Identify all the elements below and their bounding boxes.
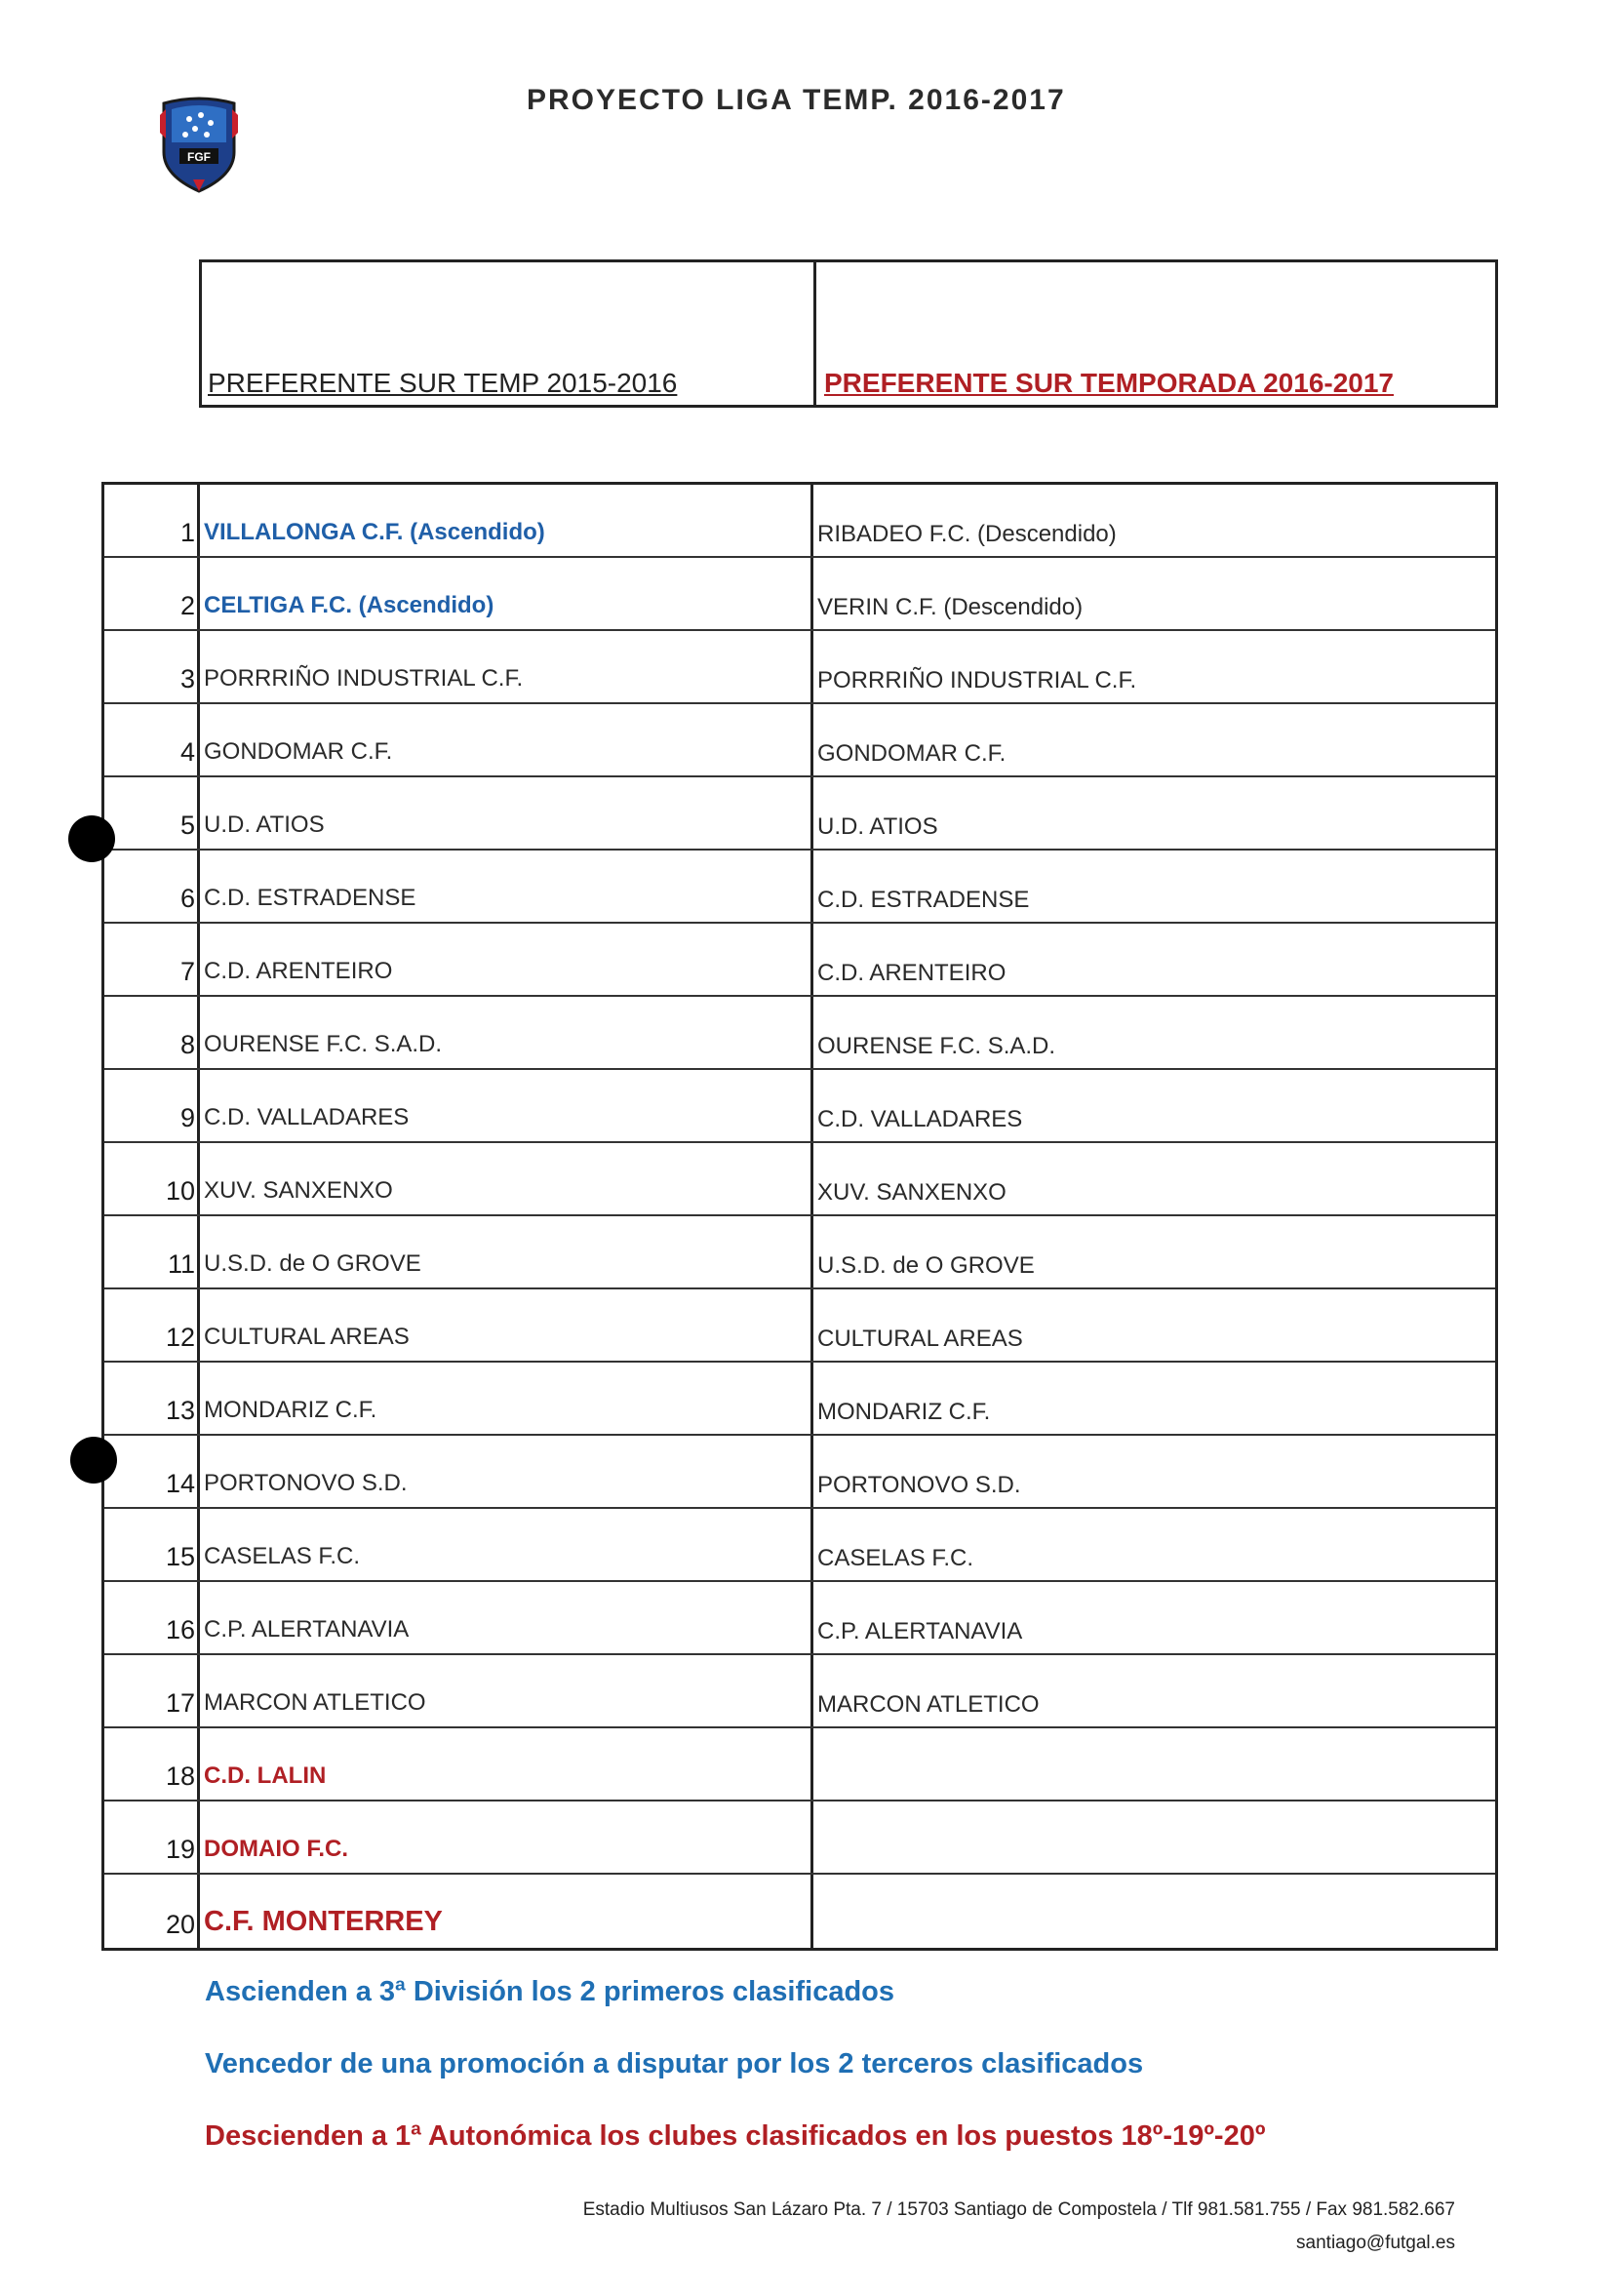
row-number: 10: [104, 1143, 200, 1214]
team-2016-2017: GONDOMAR C.F.: [817, 740, 1007, 767]
team-2016-2017: OURENSE F.C. S.A.D.: [817, 1033, 1056, 1059]
team-2016-2017: U.D. ATIOS: [817, 813, 938, 840]
row-number: 15: [104, 1509, 200, 1580]
team-2015-2016: C.D. ARENTEIRO: [200, 924, 813, 995]
logo-text: FGF: [187, 150, 211, 164]
row-number: 14: [104, 1436, 200, 1507]
punch-hole: [70, 1437, 117, 1484]
footer-email: santiago@futgal.es: [1296, 2233, 1455, 2253]
team-2015-2016: U.S.D. de O GROVE: [200, 1216, 813, 1287]
row-number: 17: [104, 1655, 200, 1726]
column-header-2016-2017: PREFERENTE SUR TEMPORADA 2016-2017: [824, 368, 1395, 398]
table-row: [104, 1070, 1495, 1143]
table-row: [104, 1363, 1495, 1436]
team-2016-2017: CULTURAL AREAS: [817, 1326, 1023, 1352]
table-row: [104, 631, 1495, 704]
team-2016-2017: PORRRIÑO INDUSTRIAL C.F.: [817, 667, 1137, 693]
team-2015-2016: DOMAIO F.C.: [200, 1801, 813, 1873]
note-ascend: Ascienden a 3ª División los 2 primeros clasificados: [205, 1976, 895, 2007]
team-2015-2016: C.D. VALLADARES: [200, 1070, 813, 1141]
row-number: 11: [104, 1216, 200, 1287]
table-row: [104, 704, 1495, 777]
row-number: 8: [104, 997, 200, 1068]
team-2015-2016: C.D. ESTRADENSE: [200, 851, 813, 922]
table-row: [104, 1655, 1495, 1728]
table-row: [104, 997, 1495, 1070]
header-divider: [813, 262, 816, 405]
row-number: 3: [104, 631, 200, 702]
footer-address: Estadio Multiusos San Lázaro Pta. 7 / 15703 Santiago de Compostela / Tlf 981.581.755 / Fax 981.582.667: [582, 2199, 1455, 2220]
team-2016-2017: VERIN C.F. (Descendido): [817, 594, 1084, 620]
team-2016-2017: PORTONOVO S.D.: [817, 1472, 1021, 1498]
team-2015-2016: CELTIGA F.C. (Ascendido): [200, 558, 813, 629]
row-number: 6: [104, 851, 200, 922]
team-2016-2017: [813, 1875, 1495, 1948]
team-2016-2017: C.D. VALLADARES: [817, 1106, 1023, 1132]
league-table: [101, 482, 1498, 1951]
table-row: [104, 558, 1495, 631]
table-row: [104, 1216, 1495, 1289]
table-row: [104, 1582, 1495, 1655]
team-2016-2017: C.D. ARENTEIRO: [817, 960, 1007, 986]
team-2015-2016: MONDARIZ C.F.: [200, 1363, 813, 1434]
team-2015-2016: XUV. SANXENXO: [200, 1143, 813, 1214]
table-row: [104, 485, 1495, 558]
team-2015-2016: OURENSE F.C. S.A.D.: [200, 997, 813, 1068]
table-row: [104, 1143, 1495, 1216]
row-number: 19: [104, 1801, 200, 1873]
column-header-2015-2016: PREFERENTE SUR TEMP 2015-2016: [208, 368, 678, 398]
team-2015-2016: PORTONOVO S.D.: [200, 1436, 813, 1507]
team-2016-2017: U.S.D. de O GROVE: [817, 1252, 1035, 1279]
row-number: 5: [104, 777, 200, 849]
row-number: 13: [104, 1363, 200, 1434]
page-title: PROYECTO LIGA TEMP. 2016-2017: [527, 84, 1066, 116]
team-2015-2016: U.D. ATIOS: [200, 777, 813, 849]
team-2015-2016: MARCON ATLETICO: [200, 1655, 813, 1726]
team-2015-2016: C.P. ALERTANAVIA: [200, 1582, 813, 1653]
table-row: [104, 851, 1495, 924]
team-2015-2016: GONDOMAR C.F.: [200, 704, 813, 775]
team-2015-2016: VILLALONGA C.F. (Ascendido): [200, 485, 813, 556]
team-2015-2016: CASELAS F.C.: [200, 1509, 813, 1580]
table-row: [104, 1728, 1495, 1801]
fgf-logo-icon: [158, 96, 240, 193]
season-header-table: [199, 259, 1498, 408]
row-number: 18: [104, 1728, 200, 1800]
table-row: [104, 1801, 1495, 1875]
team-2015-2016: C.D. LALIN: [200, 1728, 813, 1800]
team-2016-2017: XUV. SANXENXO: [817, 1179, 1007, 1206]
team-2016-2017: C.P. ALERTANAVIA: [817, 1618, 1023, 1644]
row-number: 20: [104, 1875, 200, 1948]
team-2016-2017: MONDARIZ C.F.: [817, 1399, 991, 1425]
team-2015-2016: C.F. MONTERREY: [200, 1875, 813, 1948]
table-row: [104, 1289, 1495, 1363]
table-row: [104, 1875, 1495, 1948]
team-2016-2017: CASELAS F.C.: [817, 1545, 974, 1571]
table-row: [104, 924, 1495, 997]
row-number: 9: [104, 1070, 200, 1141]
team-2015-2016: PORRRIÑO INDUSTRIAL C.F.: [200, 631, 813, 702]
team-2016-2017: RIBADEO F.C. (Descendido): [817, 521, 1117, 547]
team-2016-2017: C.D. ESTRADENSE: [817, 887, 1030, 913]
team-2016-2017: [813, 1728, 1495, 1800]
table-row: [104, 777, 1495, 851]
team-2016-2017: [813, 1801, 1495, 1873]
note-descend: Descienden a 1ª Autonómica los clubes clasificados en los puestos 18º-19º-20º: [205, 2120, 1266, 2152]
row-number: 16: [104, 1582, 200, 1653]
punch-hole: [68, 815, 115, 862]
note-promotion: Vencedor de una promoción a disputar por los 2 terceros clasificados: [205, 2048, 1144, 2079]
team-2016-2017: MARCON ATLETICO: [817, 1691, 1040, 1718]
row-number: 2: [104, 558, 200, 629]
team-2015-2016: CULTURAL AREAS: [200, 1289, 813, 1361]
row-number: 7: [104, 924, 200, 995]
row-number: 4: [104, 704, 200, 775]
row-number: 12: [104, 1289, 200, 1361]
row-number: 1: [104, 485, 200, 556]
table-row: [104, 1436, 1495, 1509]
table-row: [104, 1509, 1495, 1582]
